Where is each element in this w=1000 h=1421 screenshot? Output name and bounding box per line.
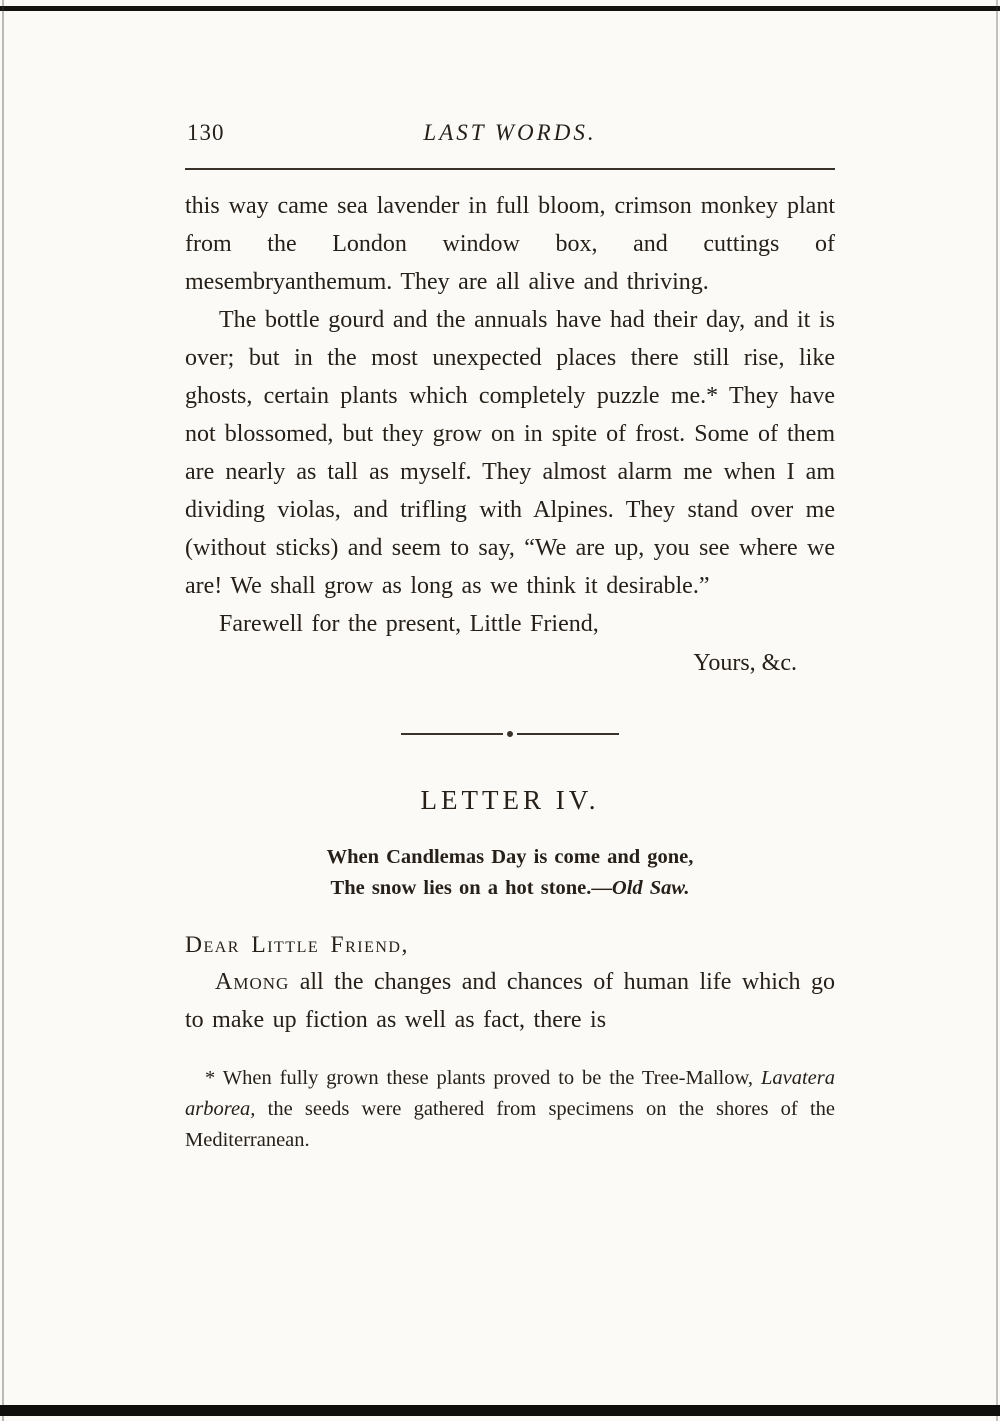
opening-rest: all the changes and chances of human life which go to make up fiction as well as fact, there is (185, 969, 835, 1033)
letter-body (185, 187, 835, 643)
scan-edge-top (0, 6, 1000, 11)
opening-paragraph (185, 963, 835, 1039)
footnote (185, 1063, 835, 1156)
paragraph-farewell: Farewell for the present, Little Friend, (219, 611, 599, 637)
epigraph-line-1: When Candlemas Day is come and gone, (326, 846, 694, 868)
divider-line-right (517, 733, 619, 735)
running-header (185, 120, 835, 154)
epigraph-source: Old Saw. (611, 877, 690, 899)
epigraph-line-2 (185, 873, 835, 904)
section-divider (401, 731, 619, 737)
footnote-part-2: the seeds were gathered from specimens on the shores of the Mediterranean. (185, 1098, 835, 1151)
paragraph-gourd: The bottle gourd and the annuals have had their day, and it is over; but in the most unexpected places there still rise, like ghosts, certain plants which completely puzzle me.* They have not blossomed, but they grow on in spite of frost. Some of them are nearly as tall as myself. They almost alarm me when I am dividing violas, and trifling with Alpines. They stand over me (without sticks) and seem to say, “We are up, you see where we are! We shall grow as long as we think it desirable.” (185, 307, 835, 599)
footnote-part-1: * When fully grown these plants proved to be the Tree-Mallow, (205, 1067, 761, 1089)
opening-first-word: Among (215, 969, 290, 995)
scan-edge-left (2, 0, 4, 1421)
footnote-latin-name: Lavatera arborea, (185, 1067, 835, 1120)
epigraph (185, 842, 835, 904)
divider-dot (507, 731, 513, 737)
page-number: 130 (187, 120, 225, 145)
letter-signature: Yours, &c. (693, 650, 797, 676)
running-head-title: LAST WORDS. (423, 120, 597, 145)
header-rule (185, 168, 835, 170)
paragraph-continuation: this way came sea lavender in full bloom, crimson monkey plant from the London window box, and cuttings of mesembryanthemum. They are all alive and thriving. (185, 193, 835, 295)
divider-line-left (401, 733, 503, 735)
epigraph-line-2-text: The snow lies on a hot stone.— (330, 877, 612, 899)
scan-edge-right (996, 0, 998, 1421)
letter-heading: LETTER IV. (420, 785, 600, 815)
scan-edge-bottom (0, 1405, 1000, 1416)
salutation: Dear Little Friend, (185, 932, 409, 958)
